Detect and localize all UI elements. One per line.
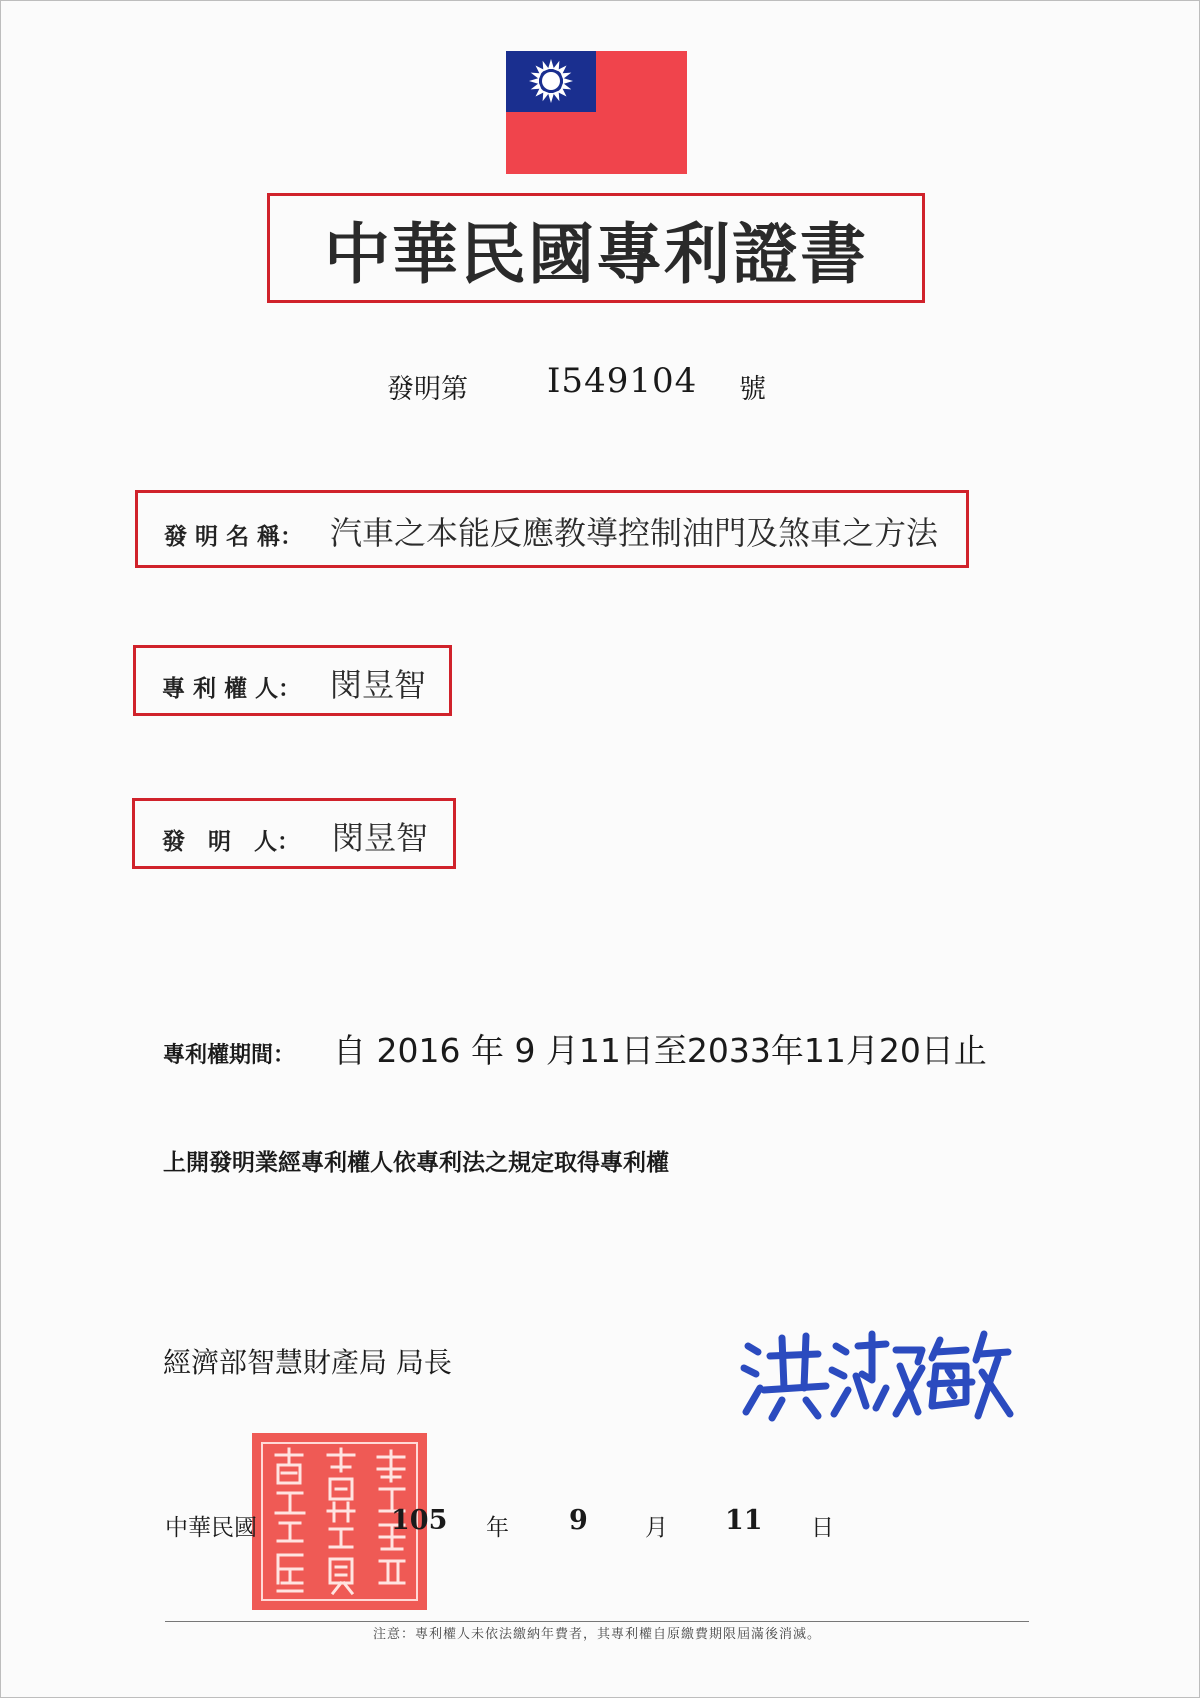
title-frame xyxy=(267,193,925,303)
certificate-title: 中華民國專利證書 xyxy=(324,214,868,293)
date-year-unit: 年 xyxy=(486,1515,509,1541)
footnote: 注意：專利權人未依法繳納年費者，其專利權自原繳費期限屆滿後消滅。 xyxy=(372,1627,821,1642)
inventor-box xyxy=(132,798,456,869)
invention-name-value: 汽車之本能反應教導控制油門及煞車之方法 xyxy=(330,514,939,552)
roc-flag-icon xyxy=(506,51,687,174)
patent-number-prefix: 發明第 xyxy=(387,374,468,405)
invention-name-label: 發 明 名 稱： xyxy=(164,524,304,550)
patent-number: I549104 xyxy=(547,361,698,401)
date-day: 11 xyxy=(725,1505,763,1536)
invention-name-box xyxy=(135,490,969,568)
date-day-unit: 日 xyxy=(811,1515,834,1541)
patent-term-value: 自 2016 年 9 月11日至2033年11月20日止 xyxy=(333,1031,987,1070)
patentee-label: 專 利 權 人： xyxy=(162,676,302,702)
grant-statement: 上開發明業經專利權人依專利法之規定取得專利權 xyxy=(163,1150,669,1176)
director-signature xyxy=(736,1316,1016,1436)
footnote-divider xyxy=(165,1621,1029,1622)
date-era: 中華民國 xyxy=(165,1515,257,1541)
date-month-unit: 月 xyxy=(645,1515,668,1541)
issue-date-line xyxy=(165,1501,865,1545)
patentee-box xyxy=(133,645,452,716)
issuing-office: 經濟部智慧財產局 局長 xyxy=(163,1346,452,1379)
date-year: 105 xyxy=(391,1505,448,1536)
inventor-value: 閔昱智 xyxy=(332,819,429,857)
patent-number-line xyxy=(381,359,801,407)
date-month: 9 xyxy=(569,1505,588,1536)
inventor-label: 發 明 人： xyxy=(162,829,300,855)
patent-term-line xyxy=(163,1021,1023,1081)
patent-term-label: 專利權期間： xyxy=(163,1043,296,1068)
patentee-value: 閔昱智 xyxy=(330,666,427,704)
patent-number-suffix: 號 xyxy=(739,374,766,405)
